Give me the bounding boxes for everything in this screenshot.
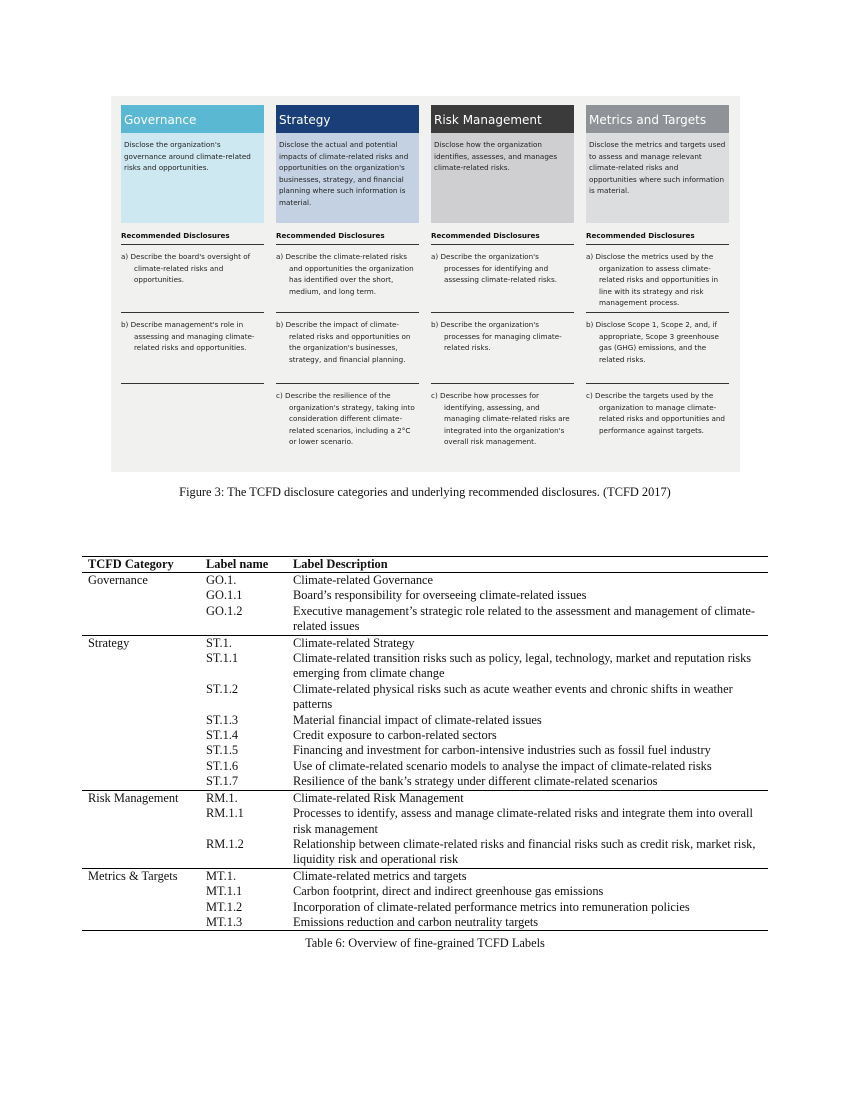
- cell-label-description: Incorporation of climate-related performance metrics into remuneration policies: [293, 899, 690, 914]
- table-row: [82, 588, 768, 603]
- disclosure-c: c) Describe the resilience of the organization's strategy, taking into consideration different climate-related scenarios, including a 2°C or lower scenario.: [276, 391, 415, 447]
- figure-column-governance: [121, 105, 264, 462]
- figure-column-metrics-targets: [586, 105, 729, 462]
- cell-category: Strategy: [82, 635, 206, 651]
- cell-category: Risk Management: [82, 790, 206, 806]
- figure-caption: Figure 3: The TCFD disclosure categories and underlying recommended disclosures. (TCFD 2017): [179, 485, 671, 499]
- disclosure-c: c) Describe the targets used by the organization to manage climate-related risks and opportunities and performance against targets.: [586, 391, 725, 435]
- figure-column-risk-management: [431, 105, 574, 462]
- cell-label-name: GO.1.2: [206, 603, 243, 618]
- cell-category: [82, 759, 206, 774]
- cell-label-name: ST.1.2: [206, 681, 239, 696]
- recommended-disclosures-heading: Recommended Disclosures: [431, 231, 574, 245]
- cell-label-name: ST.1.5: [206, 743, 239, 758]
- table-row: [82, 573, 768, 589]
- cell-category: [82, 713, 206, 728]
- column-description: Disclose the organization's governance around climate-related risks and opportunities.: [121, 133, 264, 223]
- cell-label-name: GO.1.: [206, 573, 237, 587]
- cell-label-name: RM.1.2: [206, 836, 244, 851]
- cell-label-name: MT.1.3: [206, 915, 293, 931]
- cell-label-description: Board’s responsibility for overseeing climate-related issues: [293, 588, 587, 603]
- cell-label-description: Climate-related metrics and targets: [293, 868, 768, 884]
- cell-label-description: Processes to identify, assess and manage climate-related risks and integrate them into overall risk management: [293, 806, 753, 836]
- cell-category: [82, 604, 206, 635]
- cell-label-description: Carbon footprint, direct and indirect greenhouse gas emissions: [293, 884, 604, 899]
- disclosure-a: a) Describe the climate-related risks and opportunities the organization has identified over the short, medium, and long term.: [276, 245, 419, 313]
- disclosure-a: a) Describe the organization's processes for identifying and assessing climate-related risks.: [431, 245, 574, 313]
- cell-category: [82, 915, 206, 931]
- table-row: [82, 651, 768, 682]
- table-header-row: [82, 557, 768, 573]
- disclosure-b: b) Disclose Scope 1, Scope 2, and, if appropriate, Scope 3 greenhouse gas (GHG) emissions, and the related risks.: [586, 313, 729, 384]
- cell-category: [82, 884, 206, 899]
- cell-label-name: ST.1.4: [206, 728, 239, 743]
- table-row: [82, 915, 768, 931]
- disclosure-b: b) Describe the impact of climate-related risks and opportunities on the organization's businesses, strategy, and financial planning.: [276, 313, 419, 384]
- cell-label-name: GO.1.1: [206, 588, 243, 603]
- cell-label-name: MT.1.: [206, 868, 293, 884]
- table-row: [82, 790, 768, 806]
- table-row: [82, 728, 768, 743]
- header-label-description: Label Description: [293, 557, 768, 573]
- table-body: [82, 573, 768, 931]
- disclosure-c: c) Describe how processes for identifying, assessing, and managing climate-related risks are integrated into the organization's overall risk management.: [431, 391, 570, 447]
- cell-label-description: Climate-related physical risks such as acute weather events and chronic shifts in weather patterns: [293, 681, 733, 712]
- table-row: [82, 682, 768, 713]
- cell-category: [82, 651, 206, 682]
- cell-label-description: Climate-related transition risks such as policy, legal, technology, market and reputation risks emerging from climate change: [293, 651, 752, 681]
- cell-label-name: ST.1.3: [206, 712, 239, 727]
- column-description: Disclose the actual and potential impacts of climate-related risks and opportunities on the organization's businesses, strategy, and financial planning where such information is material.: [276, 133, 419, 223]
- table-row: [82, 713, 768, 728]
- cell-label-name: ST.1.6: [206, 758, 239, 773]
- table-row: [82, 774, 768, 790]
- cell-category: [82, 682, 206, 713]
- cell-label-description: Credit exposure to carbon-related sectors: [293, 728, 497, 743]
- header-category: TCFD Category: [82, 557, 206, 573]
- table-row: [82, 837, 768, 868]
- cell-category: [82, 728, 206, 743]
- cell-category: [82, 837, 206, 868]
- table-row: [82, 806, 768, 837]
- table-row: [82, 604, 768, 635]
- column-title: Governance: [121, 105, 264, 133]
- figure-column-strategy: [276, 105, 419, 462]
- disclosure-a: a) Disclose the metrics used by the organization to assess climate-related risks and opportunities in line with its strategy and risk management process.: [586, 245, 729, 313]
- cell-label-description: Executive management’s strategic role related to the assessment and management of climate-related issues: [293, 603, 756, 634]
- cell-label-name: RM.1.: [206, 790, 293, 806]
- cell-label-name: RM.1.1: [206, 806, 244, 821]
- table-row: [82, 759, 768, 774]
- column-title: Metrics and Targets: [586, 105, 729, 133]
- cell-category: [82, 806, 206, 837]
- cell-label-name: MT.1.1: [206, 884, 243, 899]
- disclosure-a: a) Describe the board's oversight of climate-related risks and opportunities.: [121, 245, 264, 313]
- cell-category: [82, 900, 206, 915]
- cell-label-description: Resilience of the bank’s strategy under different climate-related scenarios: [293, 774, 658, 789]
- cell-category: Metrics & Targets: [82, 868, 206, 884]
- cell-label-description: Use of climate-related scenario models to analyse the impact of climate-related risks: [293, 758, 712, 773]
- column-title: Risk Management: [431, 105, 574, 133]
- cell-label-name: ST.1.1: [206, 651, 239, 666]
- disclosure-b: b) Describe the organization's processes for managing climate-related risks.: [431, 313, 574, 384]
- recommended-disclosures-heading: Recommended Disclosures: [276, 231, 419, 245]
- cell-label-name: ST.1.7: [206, 774, 239, 789]
- column-title: Strategy: [276, 105, 419, 133]
- recommended-disclosures-heading: Recommended Disclosures: [586, 231, 729, 245]
- recommended-disclosures-heading: Recommended Disclosures: [121, 231, 264, 245]
- cell-label-description: Emissions reduction and carbon neutrality targets: [293, 915, 768, 931]
- tcfd-figure: [111, 96, 740, 472]
- cell-category: [82, 774, 206, 790]
- disclosure-b: b) Describe management's role in assessing and managing climate-related risks and opportunities.: [121, 313, 264, 384]
- cell-label-name: MT.1.2: [206, 899, 243, 914]
- cell-label-description: Material financial impact of climate-related issues: [293, 712, 542, 727]
- column-description: Disclose the metrics and targets used to assess and manage relevant climate-related risks and opportunities where such information is material.: [586, 133, 729, 223]
- cell-label-name: ST.1.: [206, 635, 293, 651]
- table-row: [82, 635, 768, 651]
- table-row: [82, 900, 768, 915]
- table-row: [82, 884, 768, 899]
- tcfd-labels-table: [82, 556, 768, 931]
- cell-label-description: Climate-related Risk Management: [293, 790, 768, 806]
- table-row: [82, 868, 768, 884]
- table-row: [82, 743, 768, 758]
- cell-label-description: Financing and investment for carbon-intensive industries such as fossil fuel industry: [293, 743, 711, 758]
- cell-category: Governance: [88, 573, 148, 587]
- cell-label-description: Relationship between climate-related risks and financial risks such as credit risk, market risk, liquidity risk and operational risk: [293, 836, 756, 867]
- cell-label-description: Climate-related Strategy: [293, 635, 768, 651]
- column-description: Disclose how the organization identifies, assesses, and manages climate-related risks.: [431, 133, 574, 223]
- header-label-name: Label name: [206, 557, 293, 573]
- cell-category: [82, 588, 206, 603]
- disclosure-c: [121, 384, 264, 462]
- cell-label-description: Climate-related Governance: [293, 573, 434, 587]
- table-caption: Table 6: Overview of fine-grained TCFD Labels: [305, 936, 545, 950]
- cell-category: [82, 743, 206, 758]
